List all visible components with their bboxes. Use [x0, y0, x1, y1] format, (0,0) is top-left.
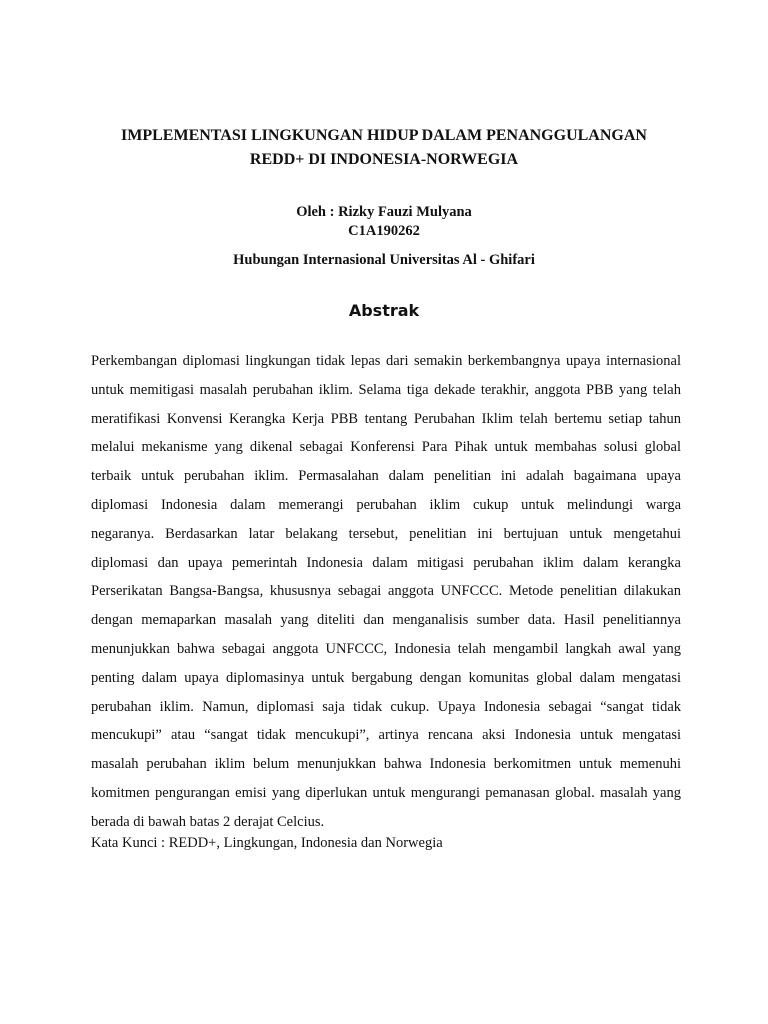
- abstract-line: diplomasi dan upaya pemerintah Indonesia dalam mitigasi perubahan iklim dalam kerangka: [91, 554, 681, 571]
- abstract-line: komitmen pengurangan emisi yang diperlukan untuk mengurangi pemanasan global. masalah yang: [91, 784, 681, 801]
- abstract-line: untuk memitigasi masalah perubahan iklim. Selama tiga dekade terakhir, anggota PBB yang telah: [91, 381, 681, 398]
- abstract-line: negaranya. Berdasarkan latar belakang tersebut, penelitian ini bertujuan untuk mengetahui: [91, 525, 681, 542]
- title-line-2: REDD+ DI INDONESIA-NORWEGIA: [249, 151, 519, 168]
- abstract-line: berada di bawah batas 2 derajat Celcius.: [91, 813, 325, 830]
- abstract-heading: Abstrak: [348, 301, 420, 320]
- abstract-line: dengan memaparkan masalah yang diteliti dan menganalisis sumber data. Hasil penelitiannya: [91, 612, 681, 629]
- abstract-line: meratifikasi Konvensi Kerangka Kerja PBB tentang Perubahan Iklim telah bertemu setiap tahun: [91, 410, 681, 427]
- abstract-line: menunjukkan bahwa sebagai anggota UNFCCC, Indonesia telah mengambil langkah awal yang: [91, 640, 681, 657]
- affiliation: Hubungan Internasional Universitas Al - Ghifari: [233, 252, 535, 268]
- abstract-line: melalui mekanisme yang dikenal sebagai Konferensi Para Pihak untuk membahas solusi global: [91, 439, 681, 456]
- abstract-line: masalah perubahan iklim belum menunjukkan bahwa Indonesia berkomitmen untuk memenuhi: [91, 756, 681, 773]
- abstract-line: Perserikatan Bangsa-Bangsa, khususnya sebagai anggota UNFCCC. Metode penelitian dilakukan: [91, 583, 681, 600]
- abstract-body: [91, 347, 681, 837]
- student-id: C1A190262: [348, 223, 420, 239]
- keywords: Kata Kunci : REDD+, Lingkungan, Indonesia dan Norwegia: [91, 835, 443, 851]
- document-title: [60, 124, 708, 172]
- abstract-line: diplomasi Indonesia dalam memerangi perubahan iklim cukup untuk melindungi warga: [91, 496, 681, 513]
- abstract-line: terbaik untuk perubahan iklim. Permasalahan dalam penelitian ini adalah bagaimana upaya: [91, 468, 681, 485]
- title-line-1: IMPLEMENTASI LINGKUNGAN HIDUP DALAM PENANGGULANGAN: [121, 127, 647, 144]
- abstract-line: Perkembangan diplomasi lingkungan tidak lepas dari semakin berkembangnya upaya internasional: [91, 353, 681, 369]
- abstract-line: penting dalam upaya diplomasinya untuk bergabung dengan komunitas global dalam mengatasi: [91, 669, 681, 686]
- abstract-line: perubahan iklim. Namun, diplomasi saja tidak cukup. Upaya Indonesia sebagai “sangat tidak: [91, 698, 681, 715]
- abstract-line: mencukupi” atau “sangat tidak mencukupi”, artinya rencana aksi Indonesia untuk mengatasi: [91, 727, 681, 744]
- author-line: Oleh : Rizky Fauzi Mulyana: [296, 204, 472, 220]
